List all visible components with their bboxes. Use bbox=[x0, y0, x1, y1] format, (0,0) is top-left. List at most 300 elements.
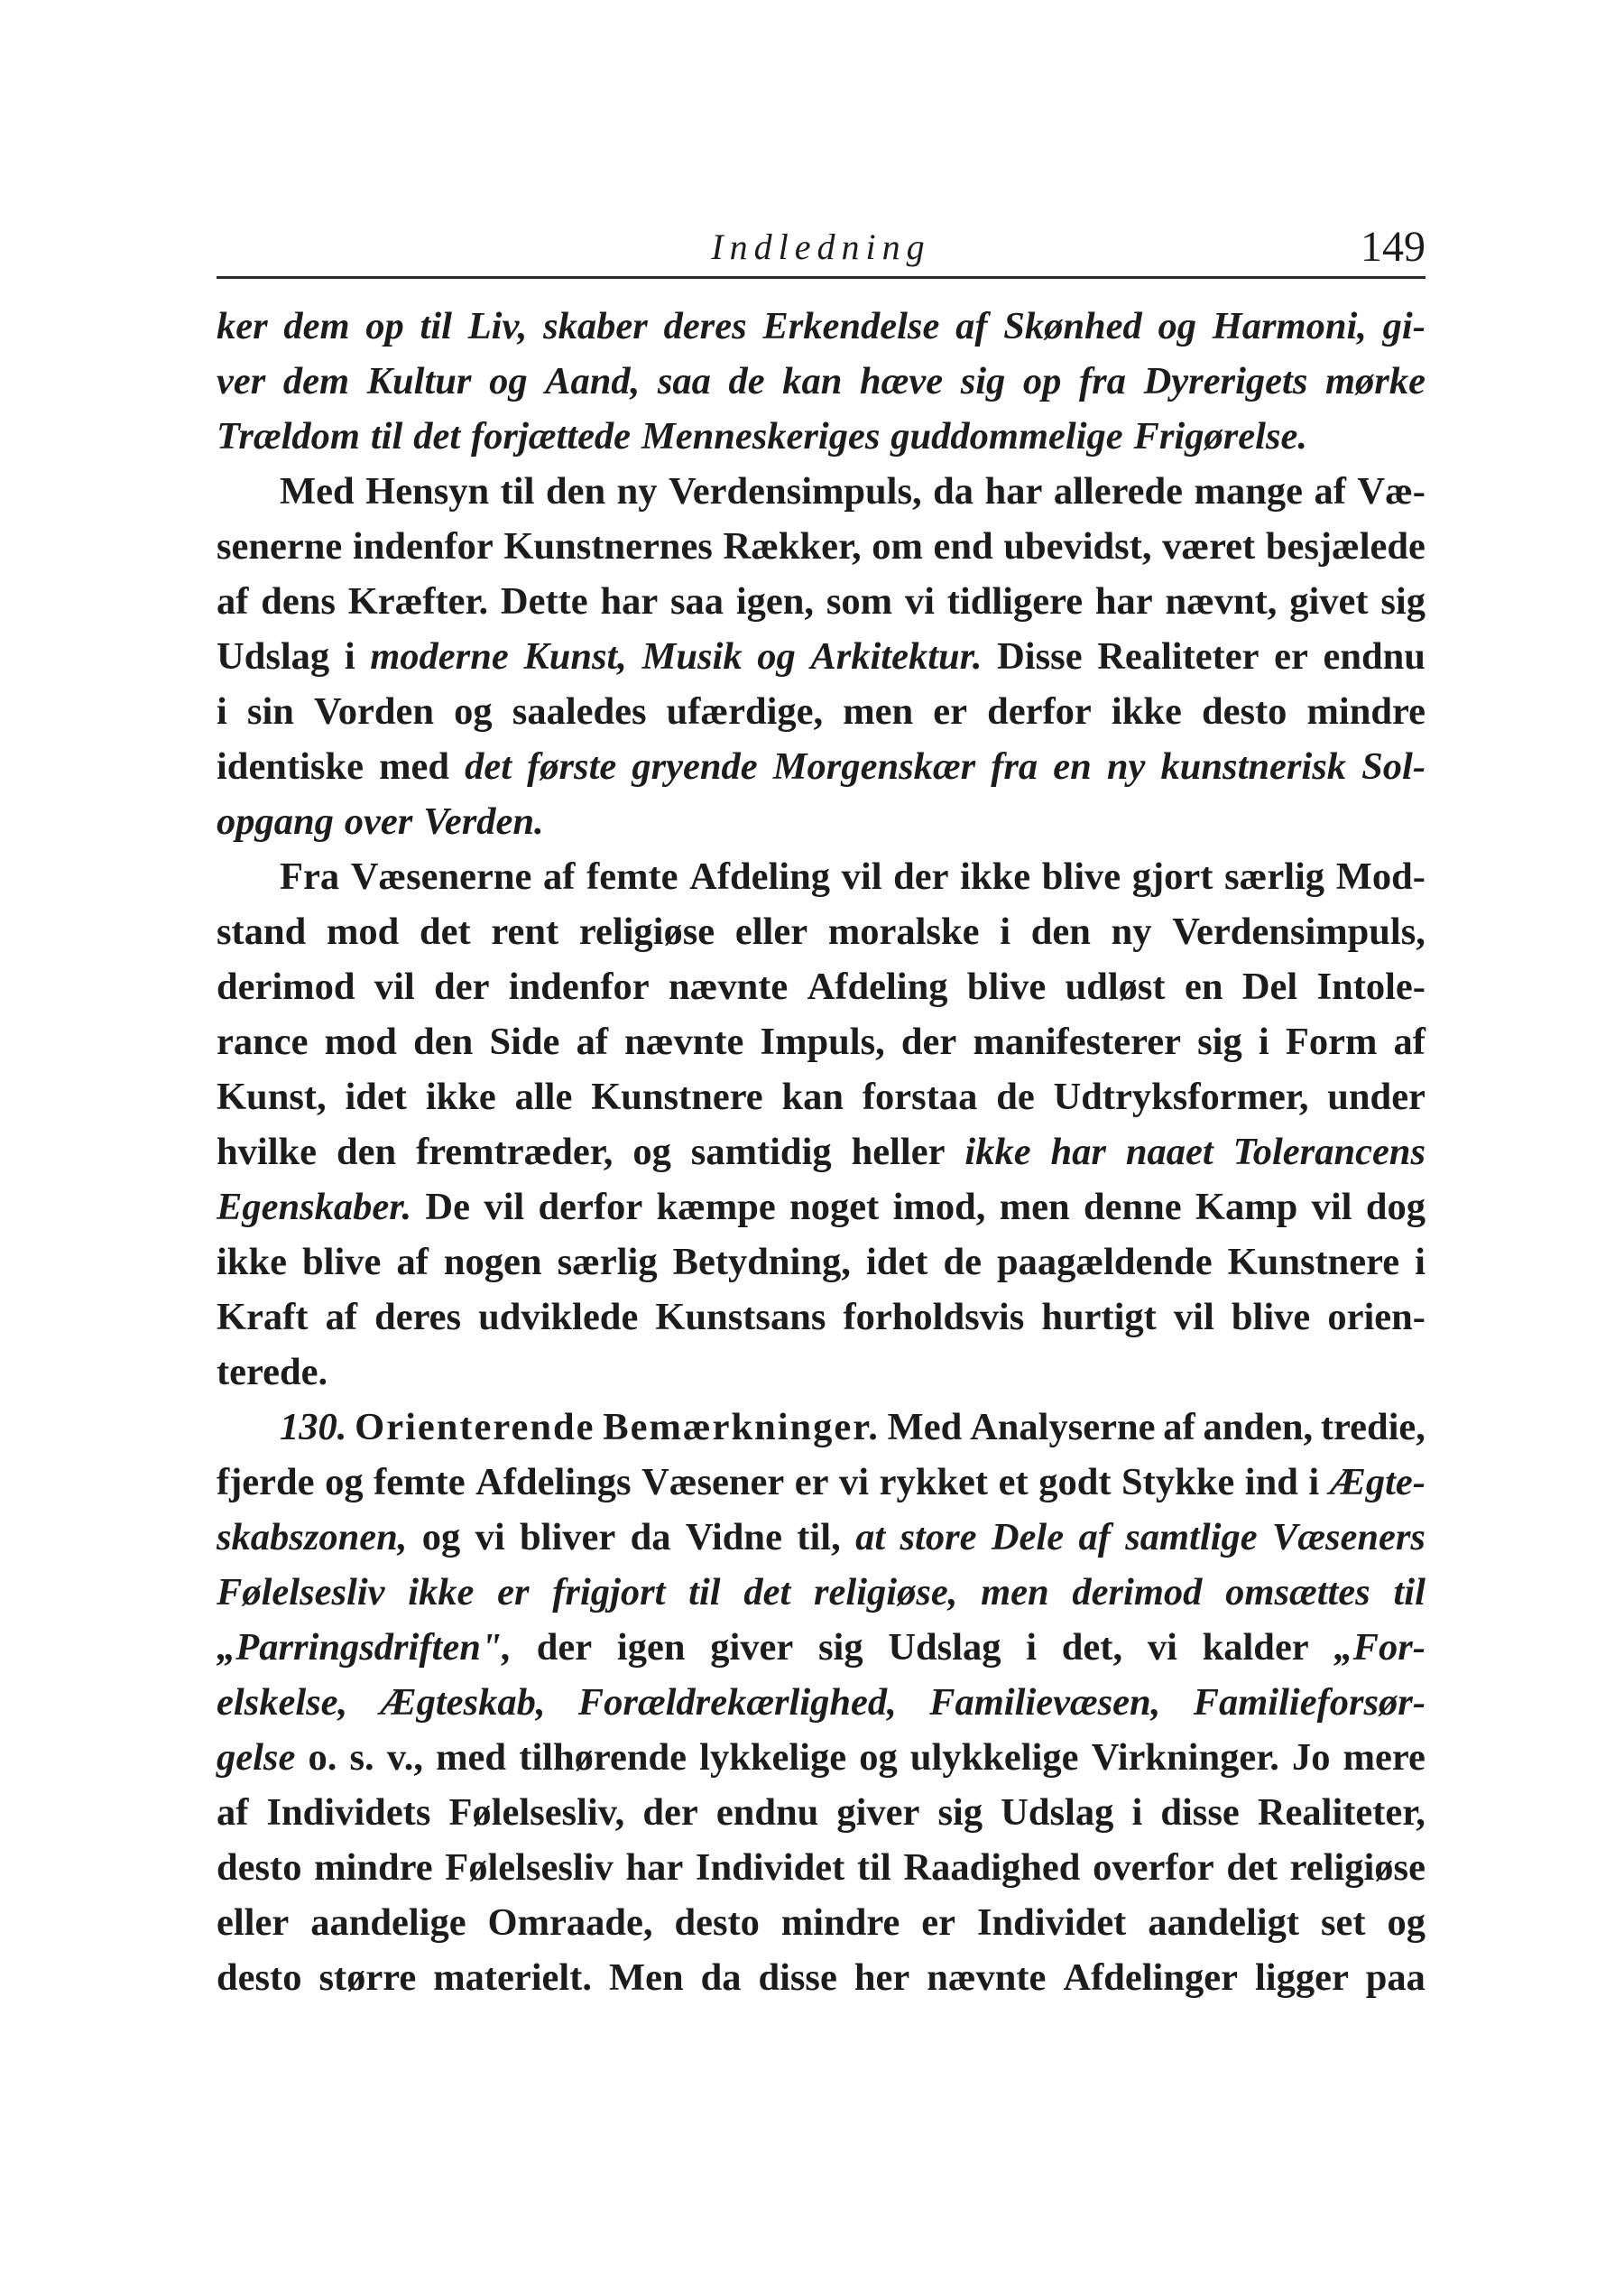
text-word: en bbox=[1053, 745, 1092, 788]
text-word: lykkelige bbox=[699, 1736, 847, 1779]
text-word: da bbox=[630, 1516, 671, 1558]
text-word: Erkendelse bbox=[762, 305, 940, 347]
text-word: aandeligt bbox=[1148, 1901, 1299, 1944]
text-word: men bbox=[843, 690, 914, 733]
text-word: deres bbox=[374, 1296, 462, 1338]
text-word: Kunst, bbox=[217, 1076, 327, 1118]
text-line bbox=[217, 1400, 1426, 1455]
text-word: Familieforsør- bbox=[1193, 1681, 1426, 1724]
text-word: mange bbox=[1194, 470, 1303, 513]
text-word: Virkninger. bbox=[1091, 1736, 1279, 1779]
text-word: udviklede bbox=[478, 1296, 639, 1338]
text-word: ubevidst, bbox=[1003, 525, 1152, 568]
text-word: nogen bbox=[443, 1241, 542, 1283]
text-line bbox=[217, 1565, 1426, 1620]
text-word: hurtigt bbox=[1041, 1296, 1157, 1338]
text-word: særlig bbox=[1224, 855, 1325, 898]
text-line bbox=[217, 1675, 1426, 1730]
text-word: gi- bbox=[1382, 305, 1426, 347]
text-line bbox=[217, 1290, 1426, 1345]
text-line bbox=[217, 1950, 1426, 2005]
text-line bbox=[217, 684, 1426, 739]
text-word: ny bbox=[616, 470, 658, 513]
text-word: større bbox=[318, 1956, 417, 1999]
text-word: ikke bbox=[960, 855, 1031, 898]
text-line bbox=[217, 849, 1426, 904]
text-word: sig bbox=[1380, 580, 1426, 623]
text-word: Kunstnere bbox=[591, 1076, 763, 1118]
text-word: ikke bbox=[964, 1131, 1031, 1173]
text-word: „For- bbox=[1333, 1626, 1426, 1669]
text-word: desto bbox=[217, 1956, 302, 1999]
text-word: Individets bbox=[266, 1791, 431, 1834]
text-word: sig bbox=[1197, 1021, 1242, 1063]
text-word: første bbox=[527, 745, 617, 788]
text-line bbox=[217, 464, 1426, 519]
text-word: udløst bbox=[1065, 966, 1166, 1008]
text-word: rance bbox=[217, 1021, 309, 1063]
text-word: da bbox=[933, 470, 974, 513]
text-word: end bbox=[933, 525, 993, 568]
text-line bbox=[217, 1785, 1426, 1840]
text-word: Intole- bbox=[1316, 966, 1426, 1008]
text-word: opgang bbox=[217, 800, 334, 843]
text-word: set bbox=[1320, 1901, 1366, 1944]
text-word: mod bbox=[326, 911, 400, 953]
text-word: forstaa bbox=[862, 1076, 978, 1118]
text-word: Væseners bbox=[1271, 1516, 1426, 1558]
text-word: Side bbox=[489, 1021, 560, 1063]
text-word: i bbox=[217, 690, 227, 733]
text-word: Arkitektur. bbox=[810, 635, 983, 678]
text-word: det bbox=[1226, 1846, 1278, 1889]
text-line bbox=[217, 1179, 1426, 1234]
text-word: Kræfter. bbox=[347, 580, 489, 623]
text-word: i bbox=[1000, 911, 1011, 953]
text-word: Menneskeriges bbox=[641, 415, 881, 458]
text-word: paagældende bbox=[997, 1241, 1213, 1283]
text-word: Kraft bbox=[217, 1296, 309, 1338]
text-line bbox=[217, 1840, 1426, 1895]
text-word: Kultur bbox=[366, 360, 472, 402]
text-word: Form bbox=[1285, 1021, 1378, 1063]
text-word: bliver bbox=[520, 1516, 616, 1558]
text-word: vi bbox=[1147, 1626, 1177, 1669]
text-word: vil bbox=[1311, 1186, 1352, 1228]
text-word: dog bbox=[1365, 1186, 1426, 1228]
text-word: Forældrekærlighed, bbox=[577, 1681, 897, 1724]
text-word: og bbox=[454, 690, 493, 733]
text-line bbox=[217, 574, 1426, 629]
text-word: Kunst, bbox=[523, 635, 627, 678]
text-line bbox=[217, 959, 1426, 1014]
text-word: derfor bbox=[987, 690, 1092, 733]
text-word: under bbox=[1327, 1076, 1426, 1118]
text-word: der bbox=[900, 1021, 957, 1063]
text-word: denne bbox=[1083, 1186, 1182, 1228]
text-word: vil bbox=[1173, 1296, 1214, 1338]
text-word: Orienterende bbox=[355, 1406, 595, 1448]
text-word: af bbox=[576, 1021, 608, 1063]
text-word: Kunstnere bbox=[1227, 1241, 1400, 1283]
text-word: det, bbox=[1061, 1626, 1123, 1669]
text-word: Verdensimpuls, bbox=[1172, 911, 1426, 953]
text-line bbox=[217, 1895, 1426, 1950]
text-word: Med bbox=[887, 1406, 963, 1448]
text-word: i bbox=[1415, 1241, 1426, 1283]
text-word: Realiteter, bbox=[1257, 1791, 1426, 1834]
text-word: vi bbox=[839, 1461, 870, 1503]
text-word: har bbox=[1094, 580, 1153, 623]
text-line bbox=[217, 1455, 1426, 1510]
text-word: Morgenskær bbox=[772, 745, 976, 788]
text-word: v., bbox=[386, 1736, 423, 1779]
text-word: er bbox=[921, 1901, 956, 1944]
text-word: af bbox=[217, 580, 249, 623]
text-word: endnu bbox=[1323, 635, 1426, 678]
text-word: har bbox=[984, 470, 1043, 513]
text-word: nævnte bbox=[927, 1956, 1047, 1999]
text-word: tredie, bbox=[1320, 1406, 1426, 1448]
text-word: i bbox=[1258, 1021, 1269, 1063]
text-word: de bbox=[728, 360, 765, 402]
text-word: en bbox=[1184, 966, 1223, 1008]
text-line bbox=[217, 299, 1426, 354]
text-word: af bbox=[543, 855, 576, 898]
text-word: af bbox=[325, 1296, 357, 1338]
text-word: paa bbox=[1365, 1956, 1426, 1999]
text-word: men bbox=[999, 1186, 1070, 1228]
text-word: været bbox=[1162, 525, 1256, 568]
text-word: til bbox=[500, 470, 535, 513]
text-word: mod bbox=[324, 1021, 397, 1063]
text-word: religiøse bbox=[1289, 1846, 1426, 1889]
text-word: Harmoni, bbox=[1212, 305, 1367, 347]
text-word: blive bbox=[1231, 1296, 1311, 1338]
text-word: i bbox=[1131, 1791, 1143, 1834]
text-word: hæve bbox=[860, 360, 944, 402]
text-word: vil bbox=[484, 1186, 525, 1228]
text-word: til bbox=[856, 1846, 891, 1889]
text-word: ikke bbox=[425, 1076, 496, 1118]
text-word: som bbox=[826, 580, 893, 623]
text-word: elskelse, bbox=[217, 1681, 348, 1724]
text-line bbox=[217, 1234, 1426, 1290]
text-word: alle bbox=[514, 1076, 573, 1118]
text-word: i bbox=[1026, 1626, 1038, 1669]
text-word: rent bbox=[491, 911, 559, 953]
text-word: Betydning, bbox=[672, 1241, 851, 1283]
text-word: guddommelige bbox=[890, 415, 1123, 458]
text-word: Men bbox=[608, 1956, 684, 1999]
text-word: af bbox=[1314, 470, 1346, 513]
text-word: af bbox=[955, 305, 988, 347]
text-word: nævnte bbox=[624, 1021, 744, 1063]
text-word: blive bbox=[302, 1241, 382, 1283]
text-word: Afdelinger bbox=[1063, 1956, 1238, 1999]
text-word: heller bbox=[851, 1131, 946, 1173]
text-word: af bbox=[1078, 1516, 1111, 1558]
text-word: fra bbox=[991, 745, 1038, 788]
text-word: omsættes bbox=[1225, 1571, 1370, 1613]
text-word: sig bbox=[960, 360, 1006, 402]
text-word: Verdensimpuls, bbox=[669, 470, 922, 513]
text-word: naaet bbox=[1125, 1131, 1213, 1173]
text-word: aandelige bbox=[310, 1901, 466, 1944]
text-word: Dette bbox=[500, 580, 588, 623]
text-word: der bbox=[642, 1791, 698, 1834]
text-word: ny bbox=[1111, 911, 1152, 953]
text-word: identiske bbox=[217, 745, 364, 788]
text-word: stand bbox=[217, 911, 307, 953]
text-word: derimod bbox=[1072, 1571, 1203, 1613]
text-word: femte bbox=[586, 855, 678, 898]
text-word: Udslag bbox=[888, 1626, 1001, 1669]
text-word: den bbox=[545, 470, 606, 513]
text-word: et bbox=[998, 1461, 1029, 1503]
text-word: skabszonen, bbox=[217, 1516, 408, 1558]
text-word: dens bbox=[261, 580, 336, 623]
text-word: tidligere bbox=[946, 580, 1084, 623]
text-word: til bbox=[370, 415, 403, 458]
text-line bbox=[217, 519, 1426, 574]
text-word: mørke bbox=[1324, 360, 1426, 402]
text-word: de bbox=[996, 1076, 1035, 1118]
text-word: vil bbox=[374, 966, 415, 1008]
text-word: disse bbox=[1160, 1791, 1240, 1834]
text-word: sin bbox=[246, 690, 294, 733]
text-word: desto bbox=[674, 1901, 760, 1944]
text-word: og bbox=[1158, 305, 1196, 347]
text-word: om bbox=[872, 525, 923, 568]
text-word: ver bbox=[217, 360, 266, 402]
text-word: dem bbox=[283, 305, 350, 347]
text-word: moderne bbox=[370, 635, 509, 678]
text-word: vi bbox=[475, 1516, 505, 1558]
book-page bbox=[217, 217, 1426, 2112]
text-word: mere bbox=[1343, 1736, 1426, 1779]
text-word: kunstnerisk bbox=[1160, 745, 1347, 788]
text-word: til bbox=[1393, 1571, 1426, 1613]
text-word: Ægte- bbox=[1329, 1461, 1426, 1503]
text-word: ny bbox=[1106, 745, 1146, 788]
text-word: Stykke bbox=[1121, 1461, 1235, 1503]
text-word: kæmpe bbox=[656, 1186, 776, 1228]
text-word: De bbox=[425, 1186, 470, 1228]
text-word: ker bbox=[217, 305, 268, 347]
text-word: indenfor bbox=[508, 966, 650, 1008]
text-word: saa bbox=[657, 360, 711, 402]
text-word: over bbox=[344, 800, 413, 843]
text-word: giver bbox=[836, 1791, 920, 1834]
text-word: ikke bbox=[1111, 690, 1182, 733]
text-word: Omraade, bbox=[487, 1901, 653, 1944]
text-word: Væsener bbox=[641, 1461, 785, 1503]
text-line bbox=[217, 739, 1426, 794]
text-word: Vidne bbox=[685, 1516, 782, 1558]
text-word: samtidig bbox=[690, 1131, 832, 1173]
text-word: med bbox=[436, 1736, 507, 1779]
text-word: og bbox=[859, 1736, 898, 1779]
text-word: eller bbox=[217, 1901, 290, 1944]
text-word: mindre bbox=[780, 1901, 900, 1944]
text-word: Bemærkninger. bbox=[603, 1406, 880, 1448]
text-word: store bbox=[900, 1516, 977, 1558]
text-word: desto bbox=[1201, 690, 1287, 733]
text-word: Familievæsen, bbox=[929, 1681, 1161, 1724]
text-word: ulykkelige bbox=[909, 1736, 1079, 1779]
text-word: vil bbox=[841, 855, 882, 898]
text-word: s. bbox=[349, 1736, 374, 1779]
text-line bbox=[217, 1730, 1426, 1785]
text-word: orien- bbox=[1327, 1296, 1426, 1338]
text-word: er bbox=[1274, 635, 1308, 678]
text-word: Hensyn bbox=[365, 470, 490, 513]
text-word: Frigørelse. bbox=[1133, 415, 1307, 458]
text-word: rykket bbox=[879, 1461, 989, 1503]
text-word: mindre bbox=[314, 1846, 433, 1889]
text-word: nævnt, bbox=[1165, 580, 1278, 623]
text-word: hvilke bbox=[217, 1131, 318, 1173]
text-word: Individet bbox=[977, 1901, 1127, 1944]
text-word: fjerde bbox=[217, 1461, 315, 1503]
text-word: ufærdige, bbox=[666, 690, 824, 733]
text-word: gjort bbox=[1131, 855, 1213, 898]
text-word: desto bbox=[217, 1846, 302, 1889]
text-word: kalder bbox=[1202, 1626, 1309, 1669]
text-word: har bbox=[600, 580, 659, 623]
running-head bbox=[217, 217, 1426, 279]
text-line bbox=[217, 794, 1426, 849]
text-word: Liv, bbox=[467, 305, 528, 347]
text-word: og bbox=[325, 1461, 364, 1503]
text-word: noget bbox=[789, 1186, 880, 1228]
text-word: kan bbox=[782, 360, 843, 402]
text-word: og bbox=[757, 635, 796, 678]
text-word: senerne bbox=[217, 525, 343, 568]
text-word: givet bbox=[1289, 580, 1369, 623]
text-word: til bbox=[420, 305, 452, 347]
text-word: og bbox=[632, 1131, 671, 1173]
text-word: sig bbox=[817, 1626, 863, 1669]
text-word: Jo bbox=[1291, 1736, 1331, 1779]
text-line bbox=[217, 1069, 1426, 1124]
text-word: Skønhed bbox=[1003, 305, 1142, 347]
text-word: religiøse, bbox=[814, 1571, 958, 1613]
text-word: blive bbox=[966, 966, 1047, 1008]
text-word: skaber bbox=[543, 305, 648, 347]
text-word: kan bbox=[781, 1076, 844, 1118]
text-word: endnu bbox=[715, 1791, 819, 1834]
text-line bbox=[217, 1124, 1426, 1179]
text-line bbox=[217, 354, 1426, 409]
text-word: saaledes bbox=[512, 690, 647, 733]
text-word: Følelsesliv bbox=[445, 1846, 614, 1889]
text-word: eller bbox=[734, 911, 808, 953]
text-word: ligger bbox=[1254, 1956, 1349, 1999]
text-word: moralske bbox=[827, 911, 980, 953]
text-word: da bbox=[700, 1956, 742, 1999]
text-word: Realiteter bbox=[1097, 635, 1260, 678]
text-word: Analyserne bbox=[970, 1406, 1156, 1448]
text-word: anden, bbox=[1203, 1406, 1314, 1448]
text-line bbox=[217, 1510, 1426, 1565]
text-word: imod, bbox=[892, 1186, 986, 1228]
text-word: der bbox=[536, 1626, 593, 1669]
text-word: er bbox=[497, 1571, 530, 1613]
text-word: Sol- bbox=[1361, 745, 1426, 788]
text-word: med bbox=[379, 745, 449, 788]
text-word: i bbox=[1308, 1461, 1320, 1503]
text-word: Udtryksformer, bbox=[1053, 1076, 1309, 1118]
text-word: Udslag bbox=[217, 635, 330, 678]
text-word: den bbox=[336, 1131, 397, 1173]
text-word: terede. bbox=[217, 1351, 328, 1393]
text-line bbox=[217, 904, 1426, 959]
text-word: 130. bbox=[280, 1406, 347, 1448]
text-word: den bbox=[413, 1021, 474, 1063]
text-word: men bbox=[981, 1571, 1049, 1613]
text-word: nævnte bbox=[669, 966, 789, 1008]
text-word: tilhørende bbox=[519, 1736, 687, 1779]
text-word: af bbox=[396, 1241, 429, 1283]
text-word: har bbox=[625, 1846, 684, 1889]
text-word: igen bbox=[616, 1626, 686, 1669]
text-word: derimod bbox=[217, 966, 355, 1008]
text-word: det bbox=[419, 911, 471, 953]
text-word: der bbox=[434, 966, 490, 1008]
text-word: det bbox=[413, 415, 461, 458]
text-word: disse bbox=[758, 1956, 837, 1999]
text-word: sig bbox=[937, 1791, 983, 1834]
text-word: Væsenerne bbox=[350, 855, 532, 898]
text-word: forholdsvis bbox=[843, 1296, 1025, 1338]
text-word: Kunstsans bbox=[655, 1296, 826, 1338]
text-word: giver bbox=[710, 1626, 794, 1669]
text-word: Individet bbox=[695, 1846, 845, 1889]
text-word: Dele bbox=[991, 1516, 1065, 1558]
text-word: Trældom bbox=[217, 415, 360, 458]
text-word: o. bbox=[308, 1736, 337, 1779]
text-word: i bbox=[344, 635, 355, 678]
text-word: Med bbox=[280, 470, 355, 513]
text-word: den bbox=[1030, 911, 1091, 953]
running-head-title: Indledning bbox=[711, 227, 931, 267]
text-word: ikke bbox=[217, 1241, 287, 1283]
text-word: Tolerancens bbox=[1232, 1131, 1426, 1173]
text-word: frigjort bbox=[552, 1571, 666, 1613]
text-word: de bbox=[943, 1241, 982, 1283]
text-word: femte bbox=[374, 1461, 466, 1503]
text-word: deres bbox=[663, 305, 747, 347]
text-word: op bbox=[1022, 360, 1062, 402]
text-word: gryende bbox=[632, 745, 758, 788]
text-word: derfor bbox=[538, 1186, 643, 1228]
text-word: religiøse bbox=[578, 911, 715, 953]
text-word: af bbox=[1163, 1406, 1195, 1448]
text-word: igen, bbox=[735, 580, 815, 623]
text-word: besjælede bbox=[1265, 525, 1426, 568]
text-line bbox=[217, 629, 1426, 684]
text-word: Ægteskab, bbox=[380, 1681, 546, 1724]
text-line bbox=[217, 1345, 1426, 1400]
text-word: idet bbox=[345, 1076, 407, 1118]
text-word: Dyrerigets bbox=[1143, 360, 1308, 402]
text-word: fra bbox=[1079, 360, 1126, 402]
text-word: Følelsesliv bbox=[217, 1571, 385, 1613]
text-word: det bbox=[743, 1571, 791, 1613]
text-word: ind bbox=[1244, 1461, 1298, 1503]
